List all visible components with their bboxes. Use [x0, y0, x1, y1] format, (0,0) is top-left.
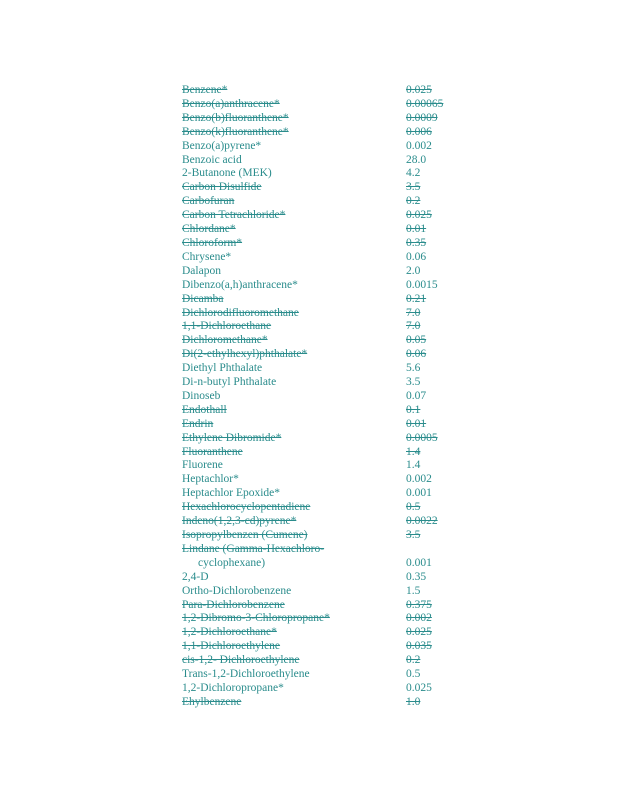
chemical-name: Endothall	[182, 403, 227, 416]
limit-value: 0.006	[406, 125, 432, 138]
chemical-name: Indeno(1,2,3-cd)pyrene*	[182, 515, 297, 528]
table-row	[182, 334, 452, 348]
limit-value: 0.025	[406, 681, 432, 694]
table-row	[182, 459, 452, 473]
chemical-name: 2,4-D	[182, 570, 209, 583]
chemical-name: Fluoranthene	[182, 445, 243, 458]
limit-value: 7.0	[406, 306, 421, 319]
limit-value: 3.5	[406, 529, 421, 541]
table-row	[182, 599, 452, 613]
table-row	[182, 181, 452, 195]
chemical-name: Carbon Disulfide	[182, 181, 262, 194]
table-row	[182, 404, 452, 418]
chemical-name: Diethyl Phthalate	[182, 362, 263, 375]
table-row	[182, 515, 452, 529]
chemical-name: 1,1-Dichloroethane	[182, 320, 272, 333]
chemical-name: Di-n-butyl Phthalate	[182, 376, 277, 389]
chemical-name: Dichloromethane*	[182, 334, 268, 347]
table-row	[182, 348, 452, 362]
chemical-name: 1,2-Dibromo-3-Chloropropane*	[182, 612, 330, 625]
limit-value: 28.0	[406, 153, 427, 166]
chemical-name: 2-Butanone (MEK)	[182, 167, 272, 180]
table-row	[182, 418, 452, 432]
limit-value: 0.0009	[406, 111, 438, 124]
chemical-name: Benzene*	[182, 84, 228, 96]
table-row	[182, 293, 452, 307]
chemical-name: 1,2-Dichloropropane*	[182, 681, 284, 694]
table-row	[182, 320, 452, 334]
chemical-name: Chlordane*	[182, 223, 236, 236]
limit-value: 7.0	[406, 320, 421, 333]
table-row	[182, 668, 452, 682]
chemical-name: Isopropylbenzen (Cumene)	[182, 529, 308, 541]
chemical-name: Endrin	[182, 417, 214, 430]
table-row	[182, 167, 452, 181]
limit-value: 0.0022	[406, 515, 438, 528]
table-row	[182, 195, 452, 209]
chemical-name: Benzo(a)pyrene*	[182, 139, 262, 152]
limit-value: 3.5	[406, 376, 421, 389]
limit-value: 0.35	[406, 570, 427, 583]
limit-value: 5.6	[406, 362, 421, 375]
table-row	[182, 126, 452, 140]
chemical-name: Dichlorodifluoromethane	[182, 306, 299, 319]
chemical-name: Chloroform*	[182, 236, 243, 249]
table-row	[182, 362, 452, 376]
limit-value: 0.001	[406, 487, 432, 500]
limit-value: 0.2	[406, 195, 421, 208]
limit-value: 0.00065	[406, 97, 444, 110]
chemical-name: Lindane (Gamma-Hexachloro-	[182, 542, 325, 555]
limit-value: 0.002	[406, 473, 432, 486]
table-row	[182, 529, 452, 543]
table-row	[182, 557, 452, 571]
table-row	[182, 612, 452, 626]
table-row	[182, 390, 452, 404]
limit-value: 0.002	[406, 139, 432, 152]
chemical-name: Chrysene*	[182, 250, 232, 263]
limit-value: 3.5	[406, 181, 421, 194]
chemical-name: Dicamba	[182, 292, 224, 305]
table-row	[182, 473, 452, 487]
table-row	[182, 112, 452, 126]
chemical-name: cis-1,2- Dichloroethylene	[182, 654, 300, 667]
limit-value: 0.002	[406, 612, 432, 625]
contaminant-table	[182, 84, 452, 710]
table-row	[182, 446, 452, 460]
chemical-name: Ortho-Dichlorobenzene	[182, 584, 292, 597]
chemical-name: Benzo(b)fluoranthene*	[182, 111, 289, 124]
chemical-name: Di(2-ethylhexyl)phthalate*	[182, 348, 308, 361]
chemical-name: Para-Dichlorobenzene	[182, 598, 285, 611]
chemical-name: Hexachlorocyclopentadiene	[182, 501, 311, 514]
limit-value: 0.06	[406, 250, 427, 263]
table-row	[182, 98, 452, 112]
limit-value: 2.0	[406, 264, 421, 277]
limit-value: 0.05	[406, 334, 427, 347]
chemical-name: cyclophexane)	[198, 556, 266, 569]
chemical-name: Dinoseb	[182, 389, 221, 402]
limit-value: 0.21	[406, 292, 427, 305]
table-row	[182, 237, 452, 251]
table-row	[182, 84, 452, 98]
table-row	[182, 307, 452, 321]
limit-value: 0.2	[406, 654, 421, 667]
table-row	[182, 571, 452, 585]
chemical-name: Dibenzo(a,h)anthracene*	[182, 278, 298, 291]
table-row	[182, 585, 452, 599]
table-row	[182, 487, 452, 501]
chemical-name: 1,2-Dichloroethane*	[182, 626, 277, 639]
limit-value: 0.025	[406, 209, 432, 222]
limit-value: 0.1	[406, 403, 421, 416]
limit-value: 0.06	[406, 348, 427, 361]
chemical-name: Ehylbenzene	[182, 695, 242, 708]
limit-value: 1.0	[406, 695, 421, 708]
limit-value: 0.375	[406, 598, 432, 611]
chemical-name: Fluorene	[182, 459, 223, 472]
chemical-name: Benzo(k)fluoranthene*	[182, 125, 289, 138]
table-row	[182, 640, 452, 654]
limit-value: 0.025	[406, 626, 432, 639]
table-row	[182, 626, 452, 640]
limit-value: 1.5	[406, 584, 421, 597]
chemical-name: Dalapon	[182, 264, 221, 277]
limit-value: 0.5	[406, 501, 421, 514]
table-row	[182, 279, 452, 293]
limit-value: 0.01	[406, 223, 427, 236]
table-row	[182, 223, 452, 237]
table-row	[182, 140, 452, 154]
limit-value: 0.5	[406, 668, 421, 681]
chemical-name: Benzo(a)anthracene*	[182, 97, 280, 110]
limit-value: 1.4	[406, 459, 421, 472]
table-row	[182, 696, 452, 710]
limit-value: 0.0005	[406, 431, 438, 444]
chemical-name: Trans-1,2-Dichloroethylene	[182, 668, 310, 681]
chemical-name: Benzoic acid	[182, 153, 242, 166]
table-row	[182, 265, 452, 279]
limit-value: 0.0015	[406, 278, 438, 291]
chemical-name: Ethylene Dibromide*	[182, 431, 282, 444]
limit-value: 0.35	[406, 236, 427, 249]
chemical-name: Carbofuran	[182, 195, 235, 208]
table-row	[182, 432, 452, 446]
chemical-name: Heptachlor*	[182, 473, 239, 486]
limit-value: 0.001	[406, 556, 432, 569]
limit-value: 1.4	[406, 445, 421, 458]
table-row	[182, 654, 452, 668]
limit-value: 0.035	[406, 640, 432, 653]
chemical-name: Carbon Tetrachloride*	[182, 209, 286, 222]
limit-value: 0.01	[406, 417, 427, 430]
chemical-name: 1,1-Dichloroethylene	[182, 640, 281, 653]
limit-value: 4.2	[406, 167, 421, 180]
table-row	[182, 543, 452, 557]
table-row	[182, 682, 452, 696]
table-row	[182, 154, 452, 168]
table-row	[182, 251, 452, 265]
limit-value: 0.025	[406, 84, 432, 96]
limit-value: 0.07	[406, 389, 427, 402]
table-row	[182, 376, 452, 390]
table-row	[182, 209, 452, 223]
chemical-name: Heptachlor Epoxide*	[182, 487, 281, 500]
table-row	[182, 501, 452, 515]
